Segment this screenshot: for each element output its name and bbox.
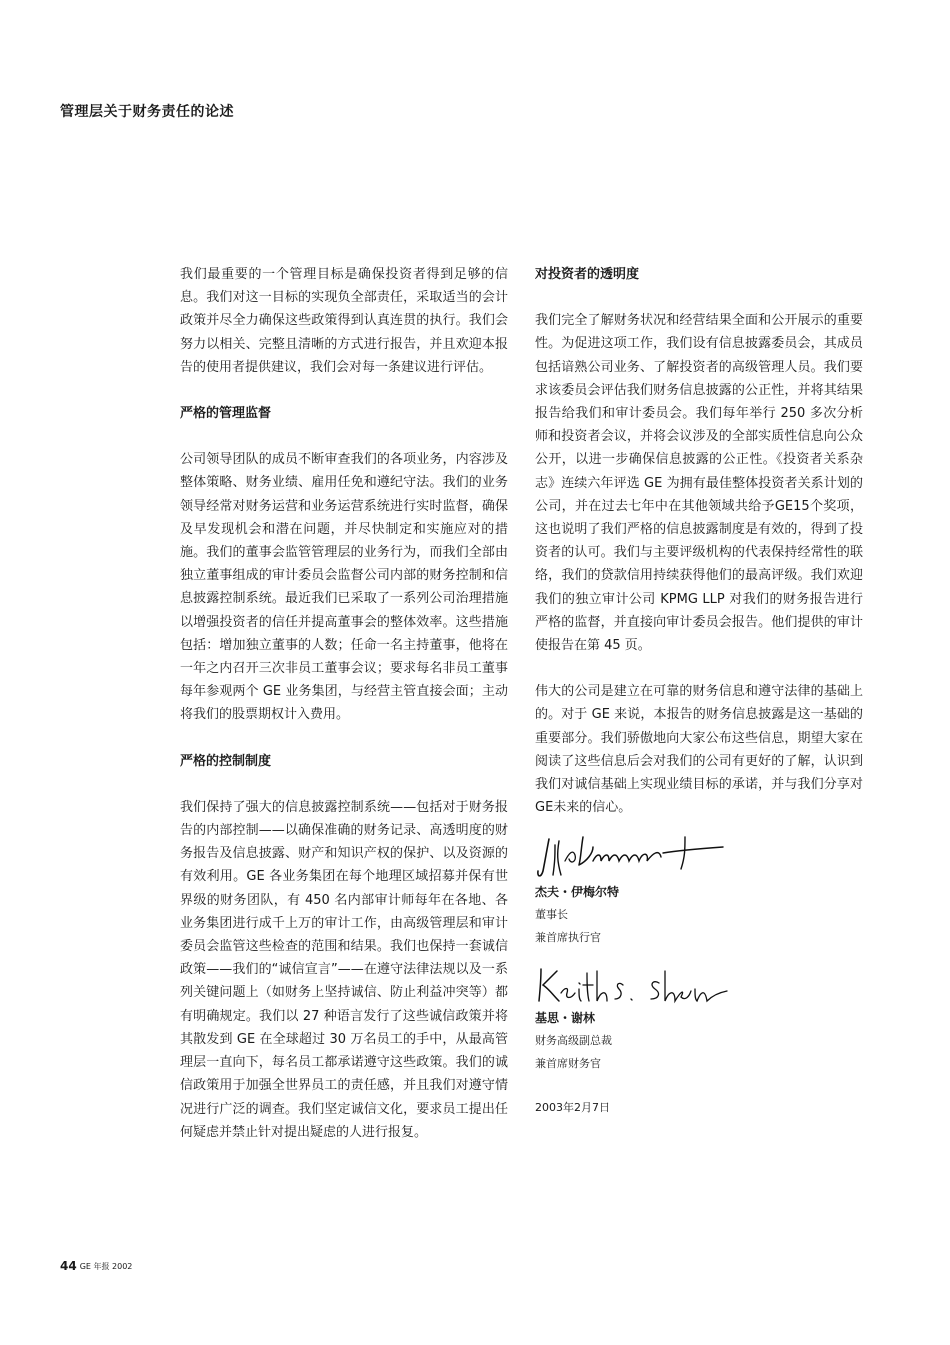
publication-name: GE 年报 2002	[79, 1262, 133, 1271]
investor-transparency-paragraph: 我们完全了解财务状况和经营结果全面和公开展示的重要性。为促进这项工作，我们设有信息披露委员会，其成员包括谙熟公司业务、了解投资者的高级管理人员。我们要求该委员会评估我们财务信息披露的公正性，并将其结果报告给我们和审计委员会。我们每年举行 250 多次分析师和投资者会议，并将会议涉及的全部实质性信息向公众公开，以进一步确保信息披露的公正性。《投资者关系杂志》连续六年评选 GE 为拥有最佳整体投资者关系计划的公司，并在过去七年中在其他领域共给予GE15个奖项，这也说明了我们严格的信息披露制度是有效的，得到了投资者的认可。我们与主要评级机构的代表保持经常性的联络，我们的贷款信用持续获得他们的最高评级。我们欢迎我们的独立审计公司 KPMG LLP 对我们的财务报告进行严格的监督，并直接向审计委员会报告。他们提供的审计使报告在第 45 页。	[535, 313, 863, 654]
signatory-title: 兼首席执行官	[535, 931, 601, 945]
signature-sherin-image	[535, 963, 735, 1007]
page-footer	[60, 1259, 132, 1274]
right-column	[535, 263, 863, 1119]
intro-paragraph: 我们最重要的一个管理目标是确保投资者得到足够的信息。我们对这一目标的实现负全部责任，采取适当的会计政策并尽全力确保这些政策得到认真连贯的执行。我们会努力以相关、完整且清晰的方式进行报告，并且欢迎本报告的使用者提供建议，我们会对每一条建议进行评估。	[180, 267, 508, 375]
signature-immelt-image	[535, 831, 735, 881]
left-column	[180, 263, 508, 1144]
management-oversight-paragraph: 公司领导团队的成员不断审查我们的各项业务，内容涉及整体策略、财务业绩、雇用任免和遵纪守法。我们的业务领导经常对财务运营和业务运营系统进行实时监督，确保及早发现机会和潜在问题，并尽快制定和实施应对的措施。我们的董事会监管管理层的业务行为，而我们全部由独立董事组成的审计委员会监督公司内部的财务控制和信息披露控制系统。最近我们已采取了一系列公司治理措施以增强投资者的信任并提高董事会的整体效率。这些措施包括：增加独立董事的人数；任命一名主持董事，他将在一年之内召开三次非员工董事会议；要求每名非员工董事每年参观两个 GE 业务集团，与经营主管直接会面；主动将我们的股票期权计入费用。	[180, 452, 508, 723]
signatory-title: 财务高级副总裁	[535, 1034, 612, 1048]
control-system-paragraph: 我们保持了强大的信息披露控制系统——包括对于财务报告的内部控制——以确保准确的财务记录、高透明度的财务报告及信息披露、财产和知识产权的保护、以及资源的有效利用。GE 各业务集团在每个地理区域招募并保有世界级的财务团队，有 450 名内部审计师每年在各地、各业务集团进行成千上万的审计工作，由高级管理层和审计委员会监管这些检查的范围和结果。我们也保持一套诚信政策——我们的“诚信宣言”——在遵守法律法规以及一系列关键问题上（如财务上坚持诚信、防止利益冲突等）都有明确规定。我们以 27 种语言发行了这些诚信政策并将其散发到 GE 在全球超过 30 万名员工的手中，从最高管理层一直向下，每名员工都承诺遵守这些政策。我们的诚信政策用于加强全世界员工的责任感，并且我们对遵守情况进行广泛的调查。我们坚定诚信文化，要求员工提出任何疑虑并禁止针对提出疑虑的人进行报复。	[180, 799, 508, 1140]
page-title: 管理层关于财务责任的论述	[60, 104, 234, 120]
section-heading-management-oversight: 严格的管理监督	[180, 406, 272, 422]
signatory-name: 基思・谢林	[535, 1011, 596, 1026]
signatory-title: 兼首席财务官	[535, 1057, 601, 1071]
section-heading-investor-transparency: 对投资者的透明度	[535, 267, 640, 282]
signatory-title: 董事长	[535, 908, 568, 922]
signatory-name: 杰夫・伊梅尔特	[535, 885, 620, 900]
document-date: 2003年2月7日	[535, 1101, 610, 1115]
closing-paragraph: 伟大的公司是建立在可靠的财务信息和遵守法律的基础上的。对于 GE 来说，本报告的财务信息披露是这一基础的重要部分。我们骄傲地向大家公布这些信息，期望大家在阅读了这些信息后会对我们的公司有更好的了解，认识到我们对诚信基础上实现业绩目标的承诺，并与我们分享对GE未来的信心。	[535, 684, 863, 816]
section-heading-control-system: 严格的控制制度	[180, 753, 272, 769]
page-number: 44	[60, 1259, 77, 1273]
